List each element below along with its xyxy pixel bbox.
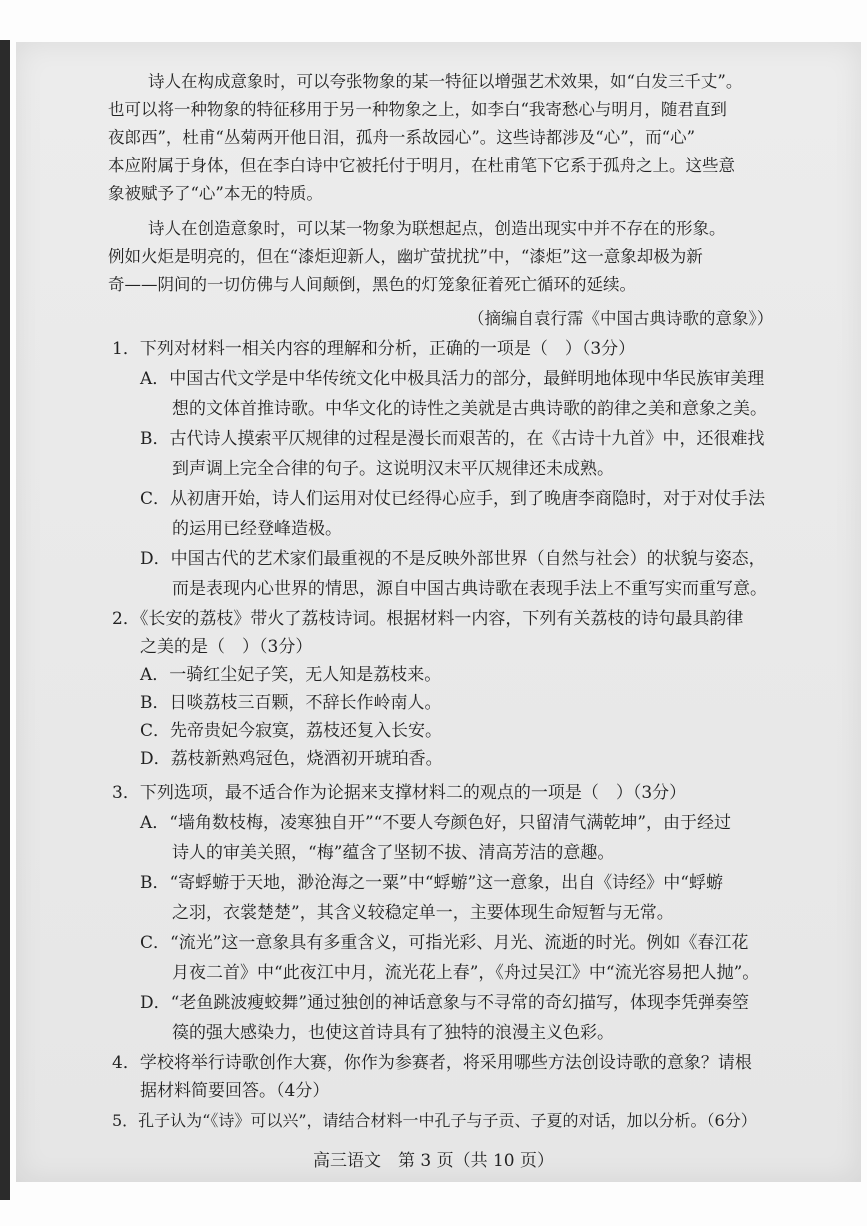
q3-option-a-cont: 诗人的审美关照，“梅”蕴含了坚韧不拔、清高芳洁的意趣。	[172, 843, 615, 863]
passage-line: 夜郎西”，杜甫“丛菊两开他日泪，孤舟一系故园心”。这些诗都涉及“心”，而“心”	[108, 128, 696, 147]
q3-option-b: B．“寄蜉蝣于天地，渺沧海之一粟”中“蜉蝣”这一意象，出自《诗经》中“蜉蝣	[140, 873, 723, 893]
passage-line: 本应附属于身体，但在李白诗中它被托付于明月，在杜甫笔下它系于孤舟之上。这些意	[108, 156, 735, 175]
q1-option-d-cont: 而是表现内心世界的情思，源自中国古典诗歌在表现手法上不重写实而重写意。	[172, 579, 767, 599]
question-5-stem: 5．孔子认为“《诗》可以兴”，请结合材料一中孔子与子贡、子夏的对话，加以分析。（6分）	[112, 1111, 757, 1130]
q2-option-c: C．先帝贵妃今寂寞，荔枝还复入长安。	[140, 721, 443, 741]
q1-option-d: D．中国古代的艺术家们最重视的不是反映外部世界（自然与社会）的状貌与姿态，	[140, 549, 766, 569]
q1-option-c-cont: 的运用已经登峰造极。	[172, 519, 342, 539]
q2-option-a: A．一骑红尘妃子笑，无人知是荔枝来。	[140, 665, 442, 685]
q1-option-a-cont: 想的文体首推诗歌。中华文化的诗性之美就是古典诗歌的韵律之美和意象之美。	[172, 399, 767, 419]
q3-option-c-cont: 月夜二首》中“此夜江中月，流光花上春”，《舟过吴江》中“流光容易把人抛”。	[172, 963, 760, 983]
passage-line: 也可以将一种物象的特征移用于另一种物象之上，如李白“我寄愁心与明月，随君直到	[108, 100, 727, 119]
q3-option-d-cont: 篌的强大感染力，也使这首诗具有了独特的浪漫主义色彩。	[172, 1023, 614, 1043]
q3-option-b-cont: 之羽，衣裳楚楚”，其含义较稳定单一，主要体现生命短暂与无常。	[172, 903, 674, 923]
q2-option-b: B．日啖荔枝三百颗，不辞长作岭南人。	[140, 693, 442, 713]
question-2-stem: 2．《长安的荔枝》带火了荔枝诗词。根据材料一内容，下列有关荔枝的诗句最具韵律	[112, 609, 744, 629]
scan-edge	[0, 40, 10, 1200]
passage-line: 诗人在构成意象时，可以夸张物象的某一特征以增强艺术效果，如“白发三千丈”。	[148, 72, 743, 91]
question-4-stem-cont: 据材料简要回答。（4分）	[140, 1081, 330, 1101]
q1-option-b: B．古代诗人摸索平仄规律的过程是漫长而艰苦的，在《古诗十九首》中，还很难找	[140, 429, 765, 449]
q1-option-c: C．从初唐开始，诗人们运用对仗已经得心应手，到了晚唐李商隐时，对于对仗手法	[140, 489, 766, 509]
q3-option-c: C．“流光”这一意象具有多重含义，可指光彩、月光、流逝的时光。例如《春江花	[140, 933, 749, 953]
question-2-stem-cont: 之美的是（ ）（3分）	[140, 637, 313, 657]
q3-option-a: A．“墙角数枝梅，凌寒独自开”“不要人夸颜色好，只留清气满乾坤”，由于经过	[140, 813, 732, 833]
question-1-stem: 1．下列对材料一相关内容的理解和分析，正确的一项是（ ）（3分）	[112, 339, 636, 359]
passage-line: 例如火炬是明亮的，但在“漆炬迎新人，幽圹萤扰扰”中，“漆炬”这一意象却极为新	[108, 247, 703, 266]
page-footer: 高三语文 第 3 页（共 10 页）	[312, 1151, 555, 1171]
passage-line: 象被赋予了“心”本无的特质。	[108, 184, 323, 203]
passage-line: 诗人在创造意象时，可以某一物象为联想起点，创造出现实中并不存在的形象。	[148, 219, 726, 238]
question-4-stem: 4．学校将举行诗歌创作大赛，你作为参赛者，将采用哪些方法创设诗歌的意象？请根	[112, 1053, 752, 1073]
passage-source: （摘编自袁行霈《中国古典诗歌的意象》）	[468, 309, 774, 328]
passage-line: 奇——阴间的一切仿佛与人间颠倒，黑色的灯笼象征着死亡循环的延续。	[108, 275, 636, 294]
q2-option-d: D．荔枝新熟鸡冠色，烧酒初开琥珀香。	[140, 749, 443, 769]
question-3-stem: 3．下列选项，最不适合作为论据来支撑材料二的观点的一项是（ ）（3分）	[112, 783, 687, 803]
q1-option-a: A．中国古代文学是中华传统文化中极具活力的部分，最鲜明地体现中华民族审美理	[140, 369, 765, 389]
q1-option-b-cont: 到声调上完全合律的句子。这说明汉末平仄规律还未成熟。	[172, 459, 614, 479]
q3-option-d: D．“老鱼跳波瘦蛟舞”通过独创的神话意象与不寻常的奇幻描写，体现李凭弹奏箜	[140, 993, 750, 1013]
